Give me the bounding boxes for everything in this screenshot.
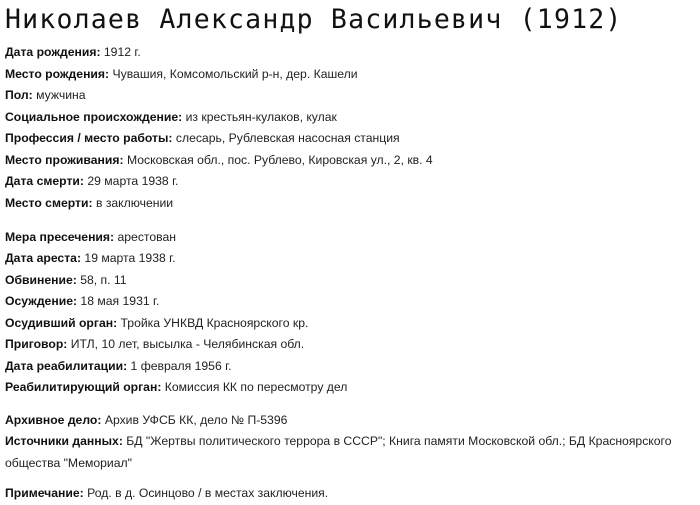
field-label: Место рождения: [5,66,110,81]
field-label: Мера пресечения: [5,229,115,244]
field-label: Место проживания: [5,152,124,167]
field-value: 1912 г. [103,45,141,59]
field-value: в заключении [95,195,174,210]
field-label: Дата рождения: [5,45,101,59]
field-death-date [5,171,695,193]
field-value: Московская обл., пос. Рублево, Кировская ул., 2, кв. 4 [126,152,433,167]
field-value: мужчина [36,88,86,102]
field-label: Архивное дело: [5,413,102,427]
field-birth-place [5,64,695,86]
field-label: Дата смерти: [5,174,84,188]
field-sentence [5,334,695,356]
field-value: 19 марта 1938 г. [84,251,176,265]
field-note [5,483,695,505]
field-label: Источники данных: [5,434,123,448]
field-rehabilitating-body [5,377,695,399]
field-label: Приговор: [5,337,68,351]
field-value: Архив УФСБ КК, дело № П-5396 [104,413,288,427]
field-value: 1 февраля 1956 г. [130,358,232,373]
field-value: из крестьян-кулаков, кулак [185,109,337,124]
field-value: слесарь, Рублевская насосная станция [175,131,400,145]
field-residence [5,150,695,172]
field-value: Комиссия КК по пересмотру дел [164,380,348,394]
field-profession [5,128,695,150]
field-value: 29 марта 1938 г. [87,174,179,188]
field-value: Род. в д. Осинцово / в местах заключения. [87,486,329,500]
field-value: 18 мая 1931 г. [80,294,160,308]
field-label: Обвинение: [5,272,77,287]
field-label: Социальное происхождение: [5,109,183,124]
field-label: Дата ареста: [5,251,82,265]
field-birth-date [5,42,695,64]
person-name-title: Николаев Александр Васильевич (1912) [5,4,623,35]
field-restraint [5,227,695,249]
field-value: арестован [117,229,176,244]
field-label: Реабилитирующий орган: [5,380,162,394]
field-value: Чувашия, Комсомольский р-н, дер. Кашели [112,66,358,81]
field-label: Осудивший орган: [5,315,118,330]
field-value: 58, п. 11 [80,272,127,287]
field-archive-case [5,410,695,432]
field-social-origin [5,107,695,129]
field-rehabilitation-date [5,356,695,378]
field-data-sources [5,431,695,474]
field-label: Дата реабилитации: [5,358,128,373]
field-label: Профессия / место работы: [5,131,173,145]
field-value: Тройка УНКВД Красноярского кр. [120,315,309,330]
field-label: Пол: [5,88,33,102]
field-label: Осуждение: [5,294,78,308]
field-conviction [5,291,695,313]
field-arrest-date [5,248,695,270]
field-sex [5,85,695,107]
field-label: Место смерти: [5,195,93,210]
field-value: БД "Жертвы политического террора в СССР"; Книга памяти Московской обл.; БД Красноярского общества "Мемориал" [5,434,672,470]
field-death-place [5,193,695,215]
field-value: ИТЛ, 10 лет, высылка - Челябинская обл. [70,337,305,351]
field-convicting-body [5,313,695,335]
field-label: Примечание: [5,486,84,500]
field-charge [5,270,695,292]
